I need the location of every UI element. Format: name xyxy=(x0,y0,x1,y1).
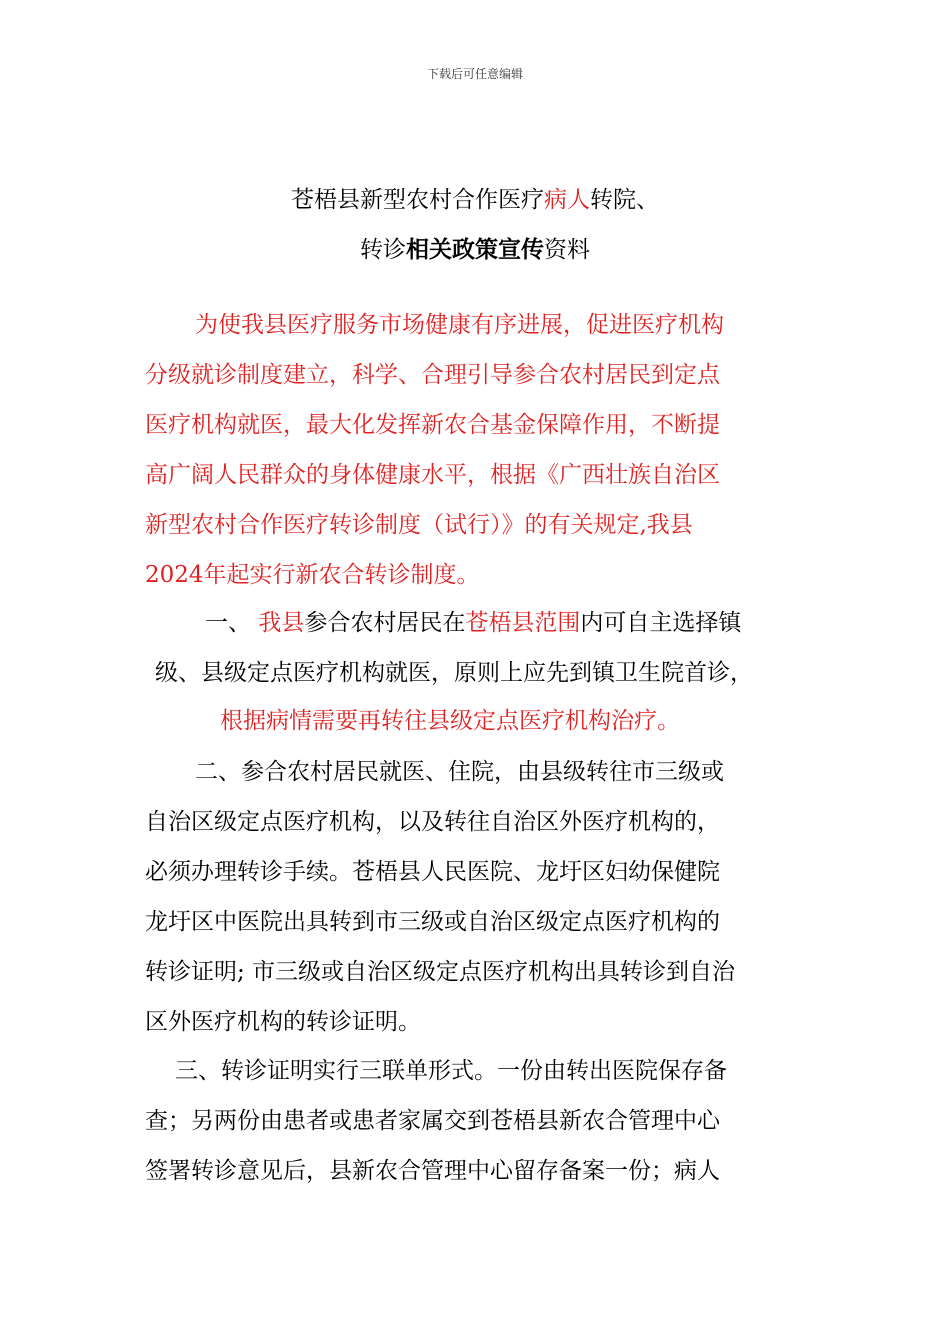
item1-line: 根据病情需要再转往县级定点医疗机构治疗。 xyxy=(220,708,680,734)
item2-line: 二、参合农村居民就医、住院，由县级转往市三级或 xyxy=(195,759,724,785)
title-bold: 相关政策宣传 xyxy=(406,237,544,263)
item3-line: 三、转诊证明实行三联单形式。一份由转出医院保存备 xyxy=(175,1058,727,1084)
item2-line: 龙圩区中医院出具转到市三级或自治区级定点医疗机构的 xyxy=(145,909,720,935)
intro-line: 2024年起实行新农合转诊制度。 xyxy=(145,562,480,588)
item3-line: 签署转诊意见后，县新农合管理中心留存备案一份；病人 xyxy=(145,1158,720,1184)
title-highlight: 病人 xyxy=(544,187,590,213)
item1-line xyxy=(205,608,741,638)
item2-line: 转诊证明; 市三级或自治区级定点医疗机构出具转诊到自治 xyxy=(145,959,736,985)
title-text: 转院、 xyxy=(590,187,659,213)
item1-text: 参合农村居民在 xyxy=(304,610,466,636)
title-text: 资料 xyxy=(544,237,590,263)
item2-line: 必须办理转诊手续。苍梧县人民医院、龙圩区妇幼保健院 xyxy=(145,859,720,885)
intro-line: 新型农村合作医疗转诊制度（试行）》的有关规定,我县 xyxy=(145,512,693,538)
title-text: 转诊 xyxy=(360,237,406,263)
title-line-1 xyxy=(0,185,950,215)
item1-line: 级、县级定点医疗机构就医，原则上应先到镇卫生院首诊， xyxy=(155,660,753,686)
intro-line: 为使我县医疗服务市场健康有序进展，促进医疗机构 xyxy=(195,312,724,338)
item1-text: 内可自主选择镇 xyxy=(580,610,742,636)
intro-line: 高广阔人民群众的身体健康水平，根据《广西壮族自治区 xyxy=(145,462,720,488)
item1-highlight: 我县 xyxy=(258,610,305,636)
item2-line: 自治区级定点医疗机构，以及转往自治区外医疗机构的， xyxy=(145,809,720,835)
title-text: 苍梧县新型农村合作医疗 xyxy=(291,187,544,213)
intro-line: 分级就诊制度建立，科学、合理引导参合农村居民到定点 xyxy=(145,362,720,388)
item1-prefix: 一、 xyxy=(205,610,259,636)
item2-line: 区外医疗机构的转诊证明。 xyxy=(145,1009,421,1035)
header-note: 下载后可任意编辑 xyxy=(426,67,523,81)
intro-line: 医疗机构就医，最大化发挥新农合基金保障作用，不断提 xyxy=(145,412,720,438)
item3-line: 查；另两份由患者或患者家属交到苍梧县新农合管理中心 xyxy=(145,1108,720,1134)
item1-highlight: 苍梧县范围 xyxy=(465,610,581,636)
title-line-2 xyxy=(0,235,950,265)
